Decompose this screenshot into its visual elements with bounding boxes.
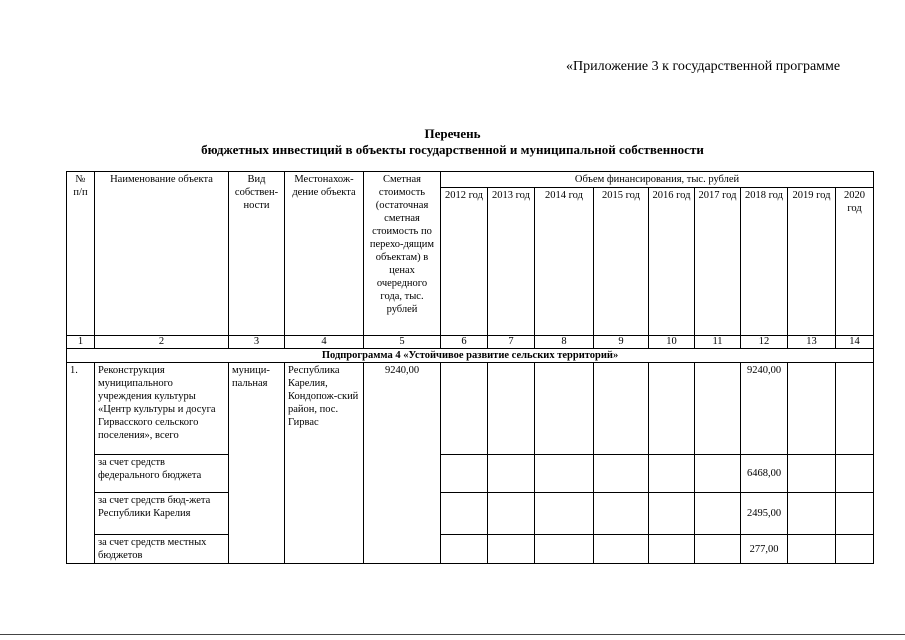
document-title: Перечень — [424, 126, 481, 141]
colnum: 8 — [535, 336, 594, 349]
cell-empty — [836, 493, 874, 535]
cell-empty — [535, 363, 594, 455]
cell-empty — [695, 455, 741, 493]
cell-empty — [488, 455, 535, 493]
cell-empty — [535, 535, 594, 564]
cell-empty — [649, 455, 695, 493]
item-ownership: муници-пальная — [229, 363, 285, 564]
source-2018-value: 277,00 — [741, 535, 788, 564]
header-row — [67, 172, 874, 188]
colnum: 13 — [788, 336, 836, 349]
cell-empty — [788, 363, 836, 455]
colnum: 10 — [649, 336, 695, 349]
item-name: Реконструкция муниципального учреждения культуры «Центр культуры и досуга Гирвасского сельского поселения», всего — [95, 363, 229, 455]
year-2013: 2013 год — [488, 188, 535, 336]
year-2019: 2019 год — [788, 188, 836, 336]
appendix-caption: «Приложение 3 к государственной программе — [566, 59, 841, 74]
item-num: 1. — [67, 363, 95, 564]
header-name: Наименование объекта — [95, 172, 229, 336]
colnum: 9 — [594, 336, 649, 349]
header-funding: Объем финансирования, тыс. рублей — [441, 172, 874, 188]
source-2018-value: 2495,00 — [741, 493, 788, 535]
cell-empty — [441, 535, 488, 564]
item-cost: 9240,00 — [364, 363, 441, 564]
source-row-local — [67, 535, 874, 564]
source-row-federal — [67, 455, 874, 493]
cell-empty — [488, 493, 535, 535]
colnum: 4 — [285, 336, 364, 349]
cell-empty — [695, 535, 741, 564]
colnum: 14 — [836, 336, 874, 349]
cell-empty — [535, 455, 594, 493]
cell-empty — [836, 363, 874, 455]
cell-empty — [695, 363, 741, 455]
subprogram-row — [67, 349, 874, 363]
colnum: 7 — [488, 336, 535, 349]
colnum: 2 — [95, 336, 229, 349]
cell-empty — [836, 455, 874, 493]
item-location: Республика Карелия, Кондопож-ский район, пос. Гирвас — [285, 363, 364, 564]
source-label: за счет средств бюд-жета Республики Карелия — [95, 493, 229, 535]
cell-empty — [788, 455, 836, 493]
source-2018-value: 6468,00 — [741, 455, 788, 493]
cell-empty — [441, 363, 488, 455]
cell-empty — [594, 455, 649, 493]
item-2018-value: 9240,00 — [741, 363, 788, 455]
source-label: за счет средств федерального бюджета — [95, 455, 229, 493]
year-2012: 2012 год — [441, 188, 488, 336]
year-2015: 2015 год — [594, 188, 649, 336]
column-numbers-row — [67, 336, 874, 349]
cell-empty — [649, 535, 695, 564]
document-subtitle: бюджетных инвестиций в объекты государственной и муниципальной собственности — [201, 142, 704, 157]
cell-empty — [488, 363, 535, 455]
header-location: Местонахож-дение объекта — [285, 172, 364, 336]
cell-empty — [649, 493, 695, 535]
cell-empty — [788, 535, 836, 564]
year-2017: 2017 год — [695, 188, 741, 336]
cell-empty — [695, 493, 741, 535]
cell-empty — [649, 363, 695, 455]
year-2014: 2014 год — [535, 188, 594, 336]
source-label: за счет средств местных бюджетов — [95, 535, 229, 564]
investments-table — [66, 171, 874, 564]
colnum: 11 — [695, 336, 741, 349]
colnum: 3 — [229, 336, 285, 349]
cell-empty — [441, 455, 488, 493]
header-num: № п/п — [67, 172, 95, 336]
colnum: 1 — [67, 336, 95, 349]
colnum: 6 — [441, 336, 488, 349]
header-ownership: Вид собствен-ности — [229, 172, 285, 336]
cell-empty — [488, 535, 535, 564]
cell-empty — [836, 535, 874, 564]
cell-empty — [594, 535, 649, 564]
cell-empty — [788, 493, 836, 535]
item-row — [67, 363, 874, 455]
page-edge-line — [0, 634, 905, 635]
year-2020: 2020 год — [836, 188, 874, 336]
cell-empty — [594, 493, 649, 535]
year-2018: 2018 год — [741, 188, 788, 336]
cell-empty — [594, 363, 649, 455]
year-2016: 2016 год — [649, 188, 695, 336]
header-cost: Сметная стоимость (остаточная сметная стоимость по перехо-дящим объектам) в ценах очередного года, тыс. рублей — [364, 172, 441, 336]
source-row-republic — [67, 493, 874, 535]
subprogram-title: Подпрограмма 4 «Устойчивое развитие сельских территорий» — [67, 349, 874, 363]
cell-empty — [535, 493, 594, 535]
colnum: 12 — [741, 336, 788, 349]
colnum: 5 — [364, 336, 441, 349]
cell-empty — [441, 493, 488, 535]
